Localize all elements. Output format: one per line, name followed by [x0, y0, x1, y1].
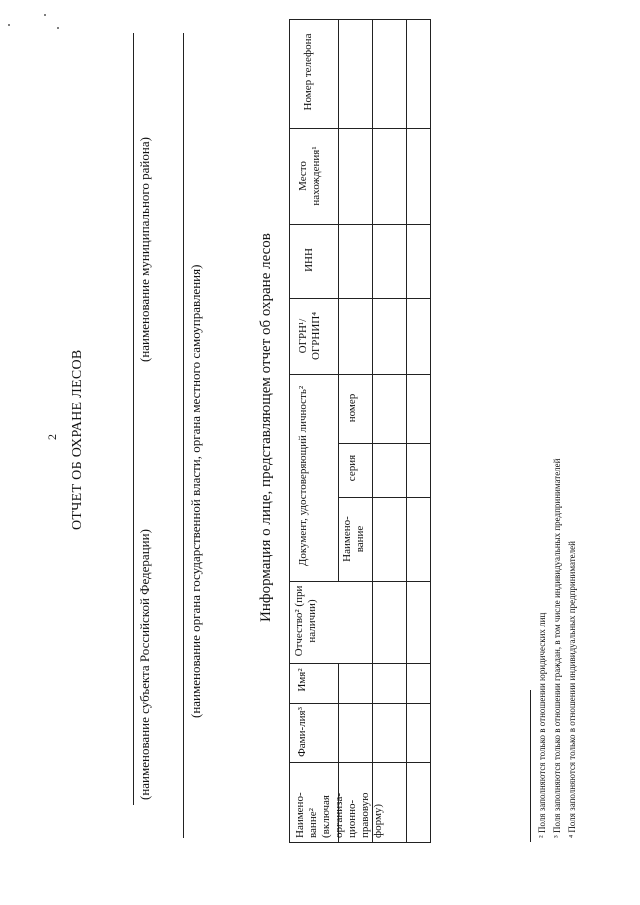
footnote-4: ⁴ Поля заполняются только в отношении индивидуальных предпринимателей: [567, 541, 577, 838]
footnote-3: ³ Поля заполняются только в отношении граждан, в том числе индивидуальных предпринимателей: [552, 458, 562, 838]
authority-caption: (наименование органа государственной власти, органа местного самоуправления): [188, 264, 203, 718]
subject-caption: (наименование субъекта Российской Федерации): [137, 529, 152, 800]
header-surname: Фами-лия³: [296, 707, 308, 757]
header-patronymic: Отчество² (при наличии): [293, 585, 318, 657]
footnote-separator: [530, 690, 531, 842]
header-ogrn: ОГРН¹/ ОГРНИП⁴: [297, 311, 322, 361]
header-document: Документ, удостоверяющий личность²: [297, 385, 309, 567]
header-first-name: Имя²: [296, 668, 308, 692]
header-doc-series: серия: [346, 454, 358, 482]
header-doc-number: номер: [346, 393, 358, 423]
page-title: ОТЧЕТ ОБ ОХРАНЕ ЛЕСОВ: [70, 349, 85, 530]
header-doc-name: Наимено-вание: [341, 516, 366, 562]
header-inn: ИНН: [303, 248, 315, 272]
section-title: Информация о лице, представляющем отчет об охране лесов: [258, 233, 274, 622]
page-number: 2: [45, 434, 59, 440]
header-name: Наимено-ванне² (включая организа-ционно-правовую форму): [294, 792, 384, 838]
header-location: Место нахождения¹: [297, 146, 322, 206]
district-caption: (наименование муниципального района): [137, 137, 152, 362]
header-phone: Номер телефона: [302, 33, 314, 111]
footnote-2: ² Поля заполняются только в отношении юридических лиц: [537, 612, 547, 838]
